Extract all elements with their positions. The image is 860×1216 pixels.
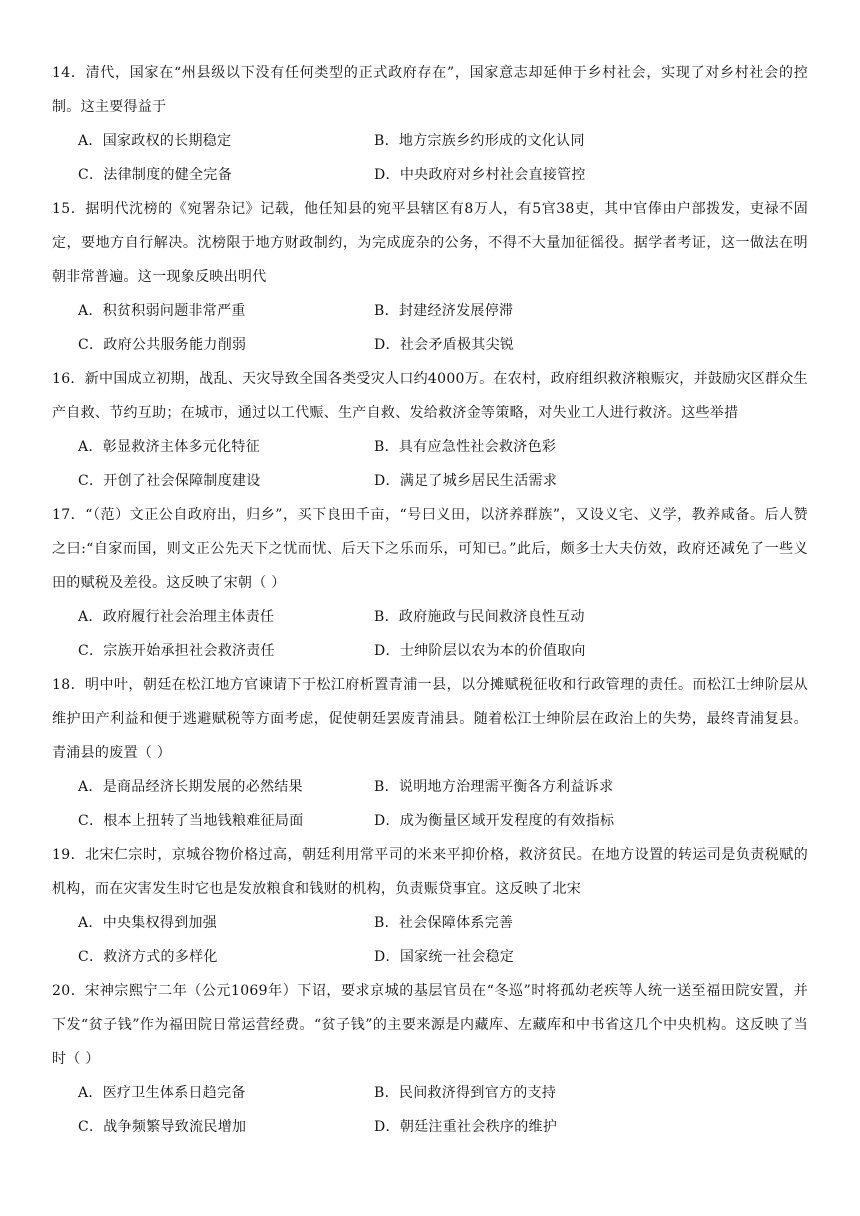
option-a: A．中央集权得到加强 [78, 915, 218, 931]
question-stem: 19．北宋仁宗时，京城谷物价格过高，朝廷利用常平司的米来平抑价格，救济贫民。在地方设置的转运司是负责税赋的机构，而在灾害发生时它也是发放粮食和钱财的机构，负责赈贷事宜。这反映了北宋 [52, 847, 808, 897]
option-a: A．政府履行社会治理主体责任 [78, 609, 275, 625]
option-d: D．朝廷注重社会秩序的维护 [374, 1119, 558, 1135]
option-d: D．国家统一社会稳定 [374, 949, 515, 965]
question-stem: 17．“（范）文正公自政府出，归乡”，买下良田千亩，“号曰义田，以济养群族”，又设义宅、义学，教养咸备。后人赞之曰:“自家而国，则文正公先天下之忧而忧、后天下之乐而乐，可知已。”此后，颇多士大夫仿效，政府还减免了一些义田的赋税及差役。这反映了宋朝（ ） [52, 507, 808, 591]
option-list [78, 770, 808, 838]
option-list [78, 600, 808, 668]
option-b: B．说明地方治理需平衡各方利益诉求 [374, 779, 614, 795]
option-c: C．政府公共服务能力削弱 [78, 337, 247, 353]
option-a: A．是商品经济长期发展的必然结果 [78, 779, 303, 795]
option-a: A．彰显救济主体多元化特征 [78, 439, 261, 455]
option-list [78, 906, 808, 974]
option-b: B．封建经济发展停滞 [374, 303, 514, 319]
question-16 [52, 362, 808, 498]
question-stem: 15．据明代沈榜的《宛署杂记》记载，他任知县的宛平县辖区有8万人，有5官38吏，其中官俸由户部拨发，吏禄不固定，要地方自行解决。沈榜限于地方财政制约，为完成庞杂的公务，不得不大量加征徭役。据学者考证，这一做法在明朝非常普遍。这一现象反映出明代 [52, 201, 808, 285]
question-stem: 16．新中国成立初期，战乱、天灾导致全国各类受灾人口约4000万。在农村，政府组织救济粮赈灾，并鼓励灾区群众生产自救、节约互助；在城市，通过以工代赈、生产自救、发给救济金等策略，对失业工人进行救济。这些举措 [52, 371, 808, 421]
option-d: D．社会矛盾极其尖锐 [374, 337, 515, 353]
option-c: C．战争频繁导致流民增加 [78, 1119, 247, 1135]
question-19 [52, 838, 808, 974]
option-b: B．政府施政与民间救济良性互动 [374, 609, 585, 625]
option-c: C．法律制度的健全完备 [78, 167, 233, 183]
option-c: C．根本上扭转了当地钱粮难征局面 [78, 813, 304, 829]
option-a: A．国家政权的长期稳定 [78, 133, 232, 149]
option-a: A．医疗卫生体系日趋完备 [78, 1085, 246, 1101]
question-stem: 18．明中叶，朝廷在松江地方官谏请下于松江府析置青浦一县，以分摊赋税征收和行政管理的责任。而松江士绅阶层从维护田产利益和便于逃避赋税等方面考虑，促使朝廷罢废青浦县。随着松江士绅阶层在政治上的失势，最终青浦复县。青浦县的废置（ ） [52, 677, 808, 761]
option-c: C．救济方式的多样化 [78, 949, 218, 965]
question-stem: 20．宋神宗熙宁二年（公元1069年）下诏，要求京城的基层官员在“冬巡”时将孤幼老疾等人统一送至福田院安置，并下发“贫子钱”作为福田院日常运营经费。“贫子钱”的主要来源是内藏库、左藏库和中书省这几个中央机构。这反映了当时（ ） [52, 983, 808, 1067]
option-d: D．中央政府对乡村社会直接管控 [374, 167, 586, 183]
option-a: A．积贫积弱问题非常严重 [78, 303, 246, 319]
question-18 [52, 668, 808, 838]
question-17 [52, 498, 808, 668]
question-stem: 14．清代，国家在“州县级以下没有任何类型的正式政府存在”，国家意志却延伸于乡村社会，实现了对乡村社会的控制。这主要得益于 [52, 65, 808, 115]
option-b: B．地方宗族乡约形成的文化认同 [374, 133, 585, 149]
option-d: D．士绅阶层以农为本的价值取向 [374, 643, 586, 659]
question-15 [52, 192, 808, 362]
option-d: D．满足了城乡居民生活需求 [374, 473, 558, 489]
option-list [78, 430, 808, 498]
question-20 [52, 974, 808, 1144]
option-list [78, 294, 808, 362]
option-b: B．社会保障体系完善 [374, 915, 514, 931]
option-list [78, 124, 808, 192]
option-d: D．成为衡量区域开发程度的有效指标 [374, 813, 615, 829]
option-c: C．开创了社会保障制度建设 [78, 473, 261, 489]
option-b: B．具有应急性社会救济色彩 [374, 439, 557, 455]
question-14 [52, 56, 808, 192]
option-c: C．宗族开始承担社会救济责任 [78, 643, 275, 659]
option-list [78, 1076, 808, 1144]
option-b: B．民间救济得到官方的支持 [374, 1085, 557, 1101]
